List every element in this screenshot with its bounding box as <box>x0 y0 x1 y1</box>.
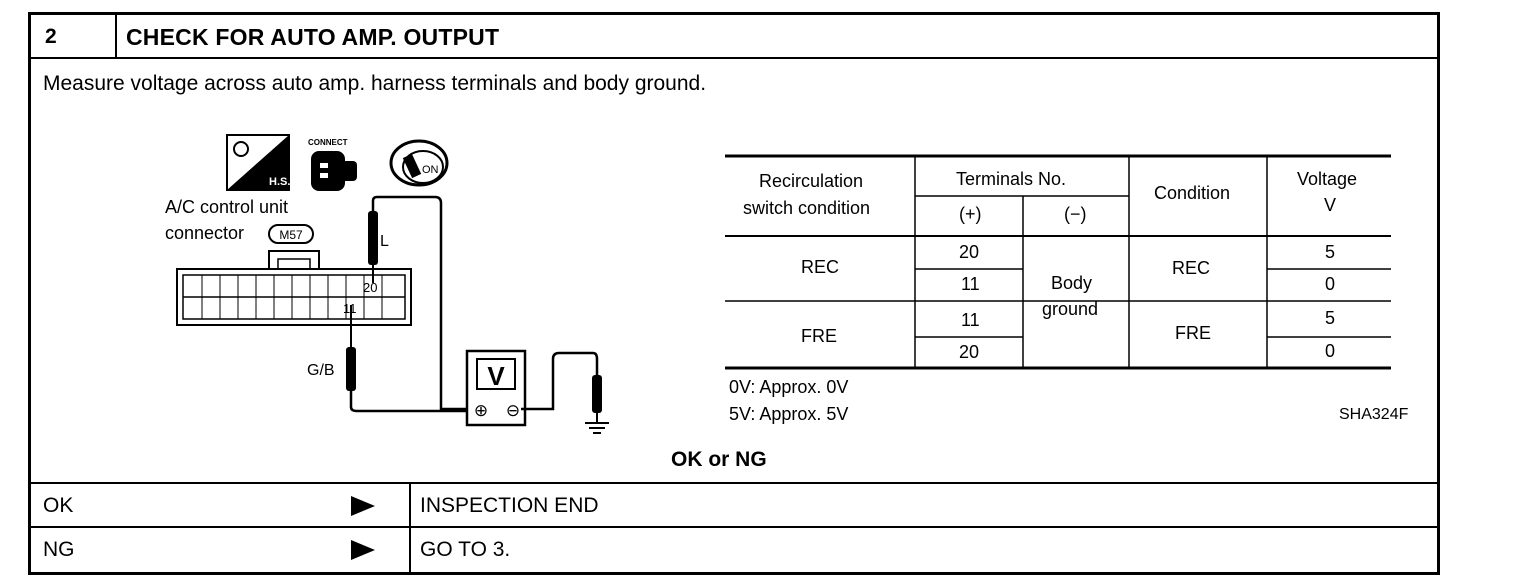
body-ground-line2: ground <box>1042 299 1099 319</box>
fre-voltage-1: 0 <box>1325 341 1336 361</box>
header-recirc-line2: switch condition <box>743 198 871 218</box>
rec-plus-1: 11 <box>961 274 980 294</box>
fre-plus-1: 20 <box>959 342 980 362</box>
terminal-20-label: 20 <box>363 280 378 295</box>
connector-id: M57 <box>279 228 303 242</box>
meter-symbol: V <box>487 361 505 391</box>
arrow-right-icon <box>351 496 375 516</box>
spec-table <box>31 15 1437 445</box>
hs-label: H.S. <box>269 176 291 188</box>
figure-id: SHA324F <box>1339 406 1409 423</box>
meter-minus: ⊖ <box>505 401 521 421</box>
header-condition: Condition <box>1154 183 1231 203</box>
rec-voltage-1: 0 <box>1325 274 1336 294</box>
step-title: CHECK FOR AUTO AMP. OUTPUT <box>126 24 500 50</box>
rec-plus-0: 20 <box>959 242 980 262</box>
result-action-ok: INSPECTION END <box>420 494 599 517</box>
header-voltage-line2: V <box>1324 195 1337 215</box>
result-divider <box>409 528 411 574</box>
fre-switch-cell: FRE <box>801 326 837 346</box>
rec-condition-cell: REC <box>1172 258 1211 278</box>
header-minus: (−) <box>1064 204 1087 224</box>
step-instruction: Measure voltage across auto amp. harness terminals and body ground. <box>43 72 707 95</box>
header-terminals: Terminals No. <box>956 169 1067 189</box>
meter-plus: ⊕ <box>473 401 489 421</box>
result-row-ok <box>31 482 1437 526</box>
step-number: 2 <box>45 25 57 48</box>
terminal-11-label: 11 <box>343 301 357 316</box>
header-voltage-line1: Voltage <box>1297 169 1358 189</box>
connector-label-line1: A/C control unit <box>165 197 289 217</box>
fre-voltage-0: 5 <box>1325 308 1336 328</box>
rec-switch-cell: REC <box>801 257 840 277</box>
wire-gb-label: G/B <box>307 362 335 379</box>
result-label-ng: NG <box>43 538 75 561</box>
note-0v: 0V: Approx. 0V <box>729 377 849 397</box>
result-prompt: OK or NG <box>671 448 767 471</box>
connect-label: CONNECT <box>308 138 348 147</box>
result-row-ng <box>31 526 1437 574</box>
result-divider <box>409 484 411 526</box>
header-plus: (+) <box>959 204 982 224</box>
result-label-ok: OK <box>43 494 74 517</box>
arrow-right-icon <box>351 540 375 560</box>
wire-l-label: L <box>380 233 389 250</box>
rec-voltage-0: 5 <box>1325 242 1336 262</box>
note-5v: 5V: Approx. 5V <box>729 404 849 424</box>
inspection-step-frame <box>28 12 1440 575</box>
fre-plus-0: 11 <box>961 310 980 330</box>
connector-label-line2: connector <box>165 223 245 243</box>
fre-condition-cell: FRE <box>1175 323 1211 343</box>
body-ground-line1: Body <box>1051 273 1093 293</box>
result-action-ng: GO TO 3. <box>420 538 511 561</box>
on-label: ON <box>422 164 439 176</box>
header-recirc-line1: Recirculation <box>759 171 864 191</box>
